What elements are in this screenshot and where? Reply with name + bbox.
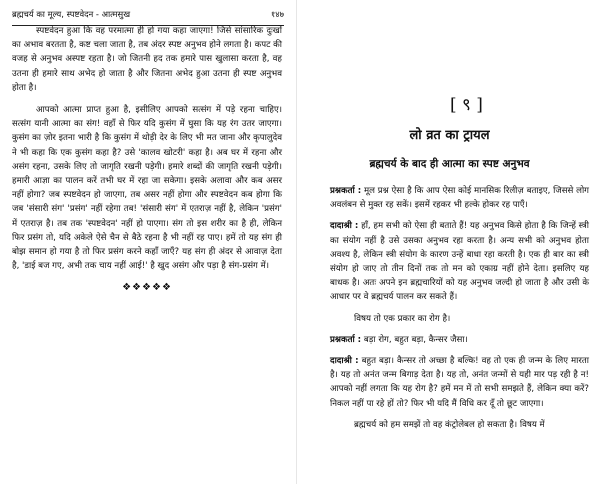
- dialogue-entry: [330, 184, 589, 212]
- page-header: [12, 7, 284, 21]
- section-subtitle: ब्रह्मचर्य के बाद ही आत्मा का स्पष्ट अनुभव: [369, 158, 530, 170]
- speaker-label: प्रश्नकर्ता :: [330, 186, 362, 196]
- chapter-number: [ ९ ]: [450, 95, 483, 115]
- speaker-label: दादाश्री :: [330, 221, 359, 232]
- right-body: [330, 184, 589, 439]
- paragraph: स्पष्टवेदन हुआ कि वह परमात्मा ही हो गया कहा जाएगा! जिसे सांसारिक दुःखों का अभाव बरतता है, कष्ट चला जाता है, तब अंदर स्पष्ट अनुभव होने लगता है। कपट की वजह से अनुभव अस्पष्ट रहता है। जो जितनी हद तक हमारे पास खुलासा करता है, वह उतना ही हमारे साथ अभेद हो जाता है और जितना अभेद हुआ उतना ही स्पष्ट अनुभव होता है।: [12, 26, 282, 93]
- section-end-ornament: ❖❖❖❖❖: [122, 282, 172, 294]
- dialogue-entry: [330, 219, 589, 304]
- running-header: ब्रह्मचर्य का मूल्य, स्पष्टवेदन - आत्मसुख: [12, 9, 131, 19]
- dialogue-entry: [330, 333, 589, 347]
- dialogue-text: विषय तो एक प्रकार का रोग है।: [354, 313, 451, 324]
- right-page: [300, 0, 599, 484]
- dialogue-entry: [330, 312, 589, 326]
- dialogue-text: ब्रह्मचर्य को हम समझें तो वह कंट्रोलेबल हो सकता है। विषय में: [354, 419, 545, 430]
- left-page: [0, 0, 294, 484]
- dialogue-entry: [330, 354, 589, 411]
- dialogue-entry: [330, 418, 589, 432]
- speaker-label: दादाश्री :: [330, 356, 359, 367]
- left-body: [12, 24, 282, 296]
- chapter-title: लो व्रत का ट्रायल: [409, 128, 490, 143]
- dialogue-text: बहुत बड़ा। कैन्सर तो अच्छा है बल्कि! वह तो एक ही जन्म के लिए मारता है। यह तो अनंत जन्म बिगाड़ देता है। यह तो, अनंत जन्मों से यही मार पड़ रही है न! आपको नहीं लगता कि यह रोग है? हमें मन में तो सभी समझते हैं, लेकिन क्या करें? निकल नहीं पा रहे हों तो? फिर भी यदि मैं विधि कर दूँ तो छूट जाएगा।: [330, 356, 589, 409]
- dialogue-text: हाँ, हम सभी को ऐसा ही बताते हैं! यह अनुभव किसे होता है कि जिन्हें स्त्री का संयोग नहीं है उसे उसका अनुभव रहा करता है। अन्य सभी को अनुभव होता अवश्य है, लेकिन स्त्री संयोग के कारण उन्हें बाधा रहा करती है। एक ही बार का स्त्री संयोग हो जाए तो तीन दिनों तक तो मन को एकाग्र नहीं होने देता। इसलिए यह बाधक है। अतः अपने इन ब्रह्मचारियों को यह अनुभव जल्दी हो जाता है और उसी के आधार पर वे ब्रह्मचर्य पालन कर सकते हैं।: [330, 221, 589, 303]
- paragraph: आपको आत्मा प्राप्त हुआ है, इसीलिए आपको सत्संग में पड़े रहना चाहिए। सत्संग यानी आत्मा का संग! वहाँ से फिर यदि कुसंग में घुसा कि यह रंग उतर जाएगा। कुसंग का ज़ोर इतना भारी है कि कुसंग में थोड़ी देर के लिए भी मत जाना और कृपालुदेव ने भी कहा कि एक कुसंग कहा है? उसे 'कालव खोटरी' कहा है। अब घर में रहना और असंग रहना, उसके लिए तो जागृति रखनी पड़ेगी। हमारे शब्दों की जागृति रखनी पड़ेगी। हमारी आज्ञा का पालन करें तभी घर में रहा जा सकेगा। इसके अलावा और कब असर नहीं होगा? जब स्पष्टवेदन हो जाएगा, तब असर नहीं होगा और स्पष्टवेदन कब होगा कि जब 'संसारी संग' 'प्रसंग' नहीं रहेगा तब! 'संसारी संग' में एतराज़ नहीं है, लेकिन 'प्रसंग' में एतराज़ है। तब तक 'स्पष्टवेदन' नहीं हो पाएगा। संग तो इस शरीर का है ही, लेकिन फिर प्रसंग तो, यदि अकेले ऐसे चैन से बैठे रहना है भी नहीं रह पाए। हमें तो यह संग ही बोझ समान हो गया है तो फिर प्रसंग करने कहाँ जाएँ? यह संग ही अंदर से आवाज़ देता है, 'डाई बज गए, अभी तक चाय नहीं आई!' है खुद असंग और पड़ा है संग-प्रसंग में।: [12, 105, 282, 272]
- page-number: १४७: [270, 9, 284, 19]
- speaker-label: प्रश्नकर्ता :: [330, 334, 362, 345]
- page-gutter: [296, 0, 297, 484]
- dialogue-text: मूल प्रश्न ऐसा है कि आप ऐसा कोई मानसिक रिलीज़ बताइए, जिससे लोग अवलंबन से मुक्त रह सकें। इसमें रहकर भी हल्के होकर रह पाएँ।: [330, 186, 590, 211]
- dialogue-text: बड़ा रोग, बहुत बड़ा, कैन्सर जैसा।: [363, 334, 468, 345]
